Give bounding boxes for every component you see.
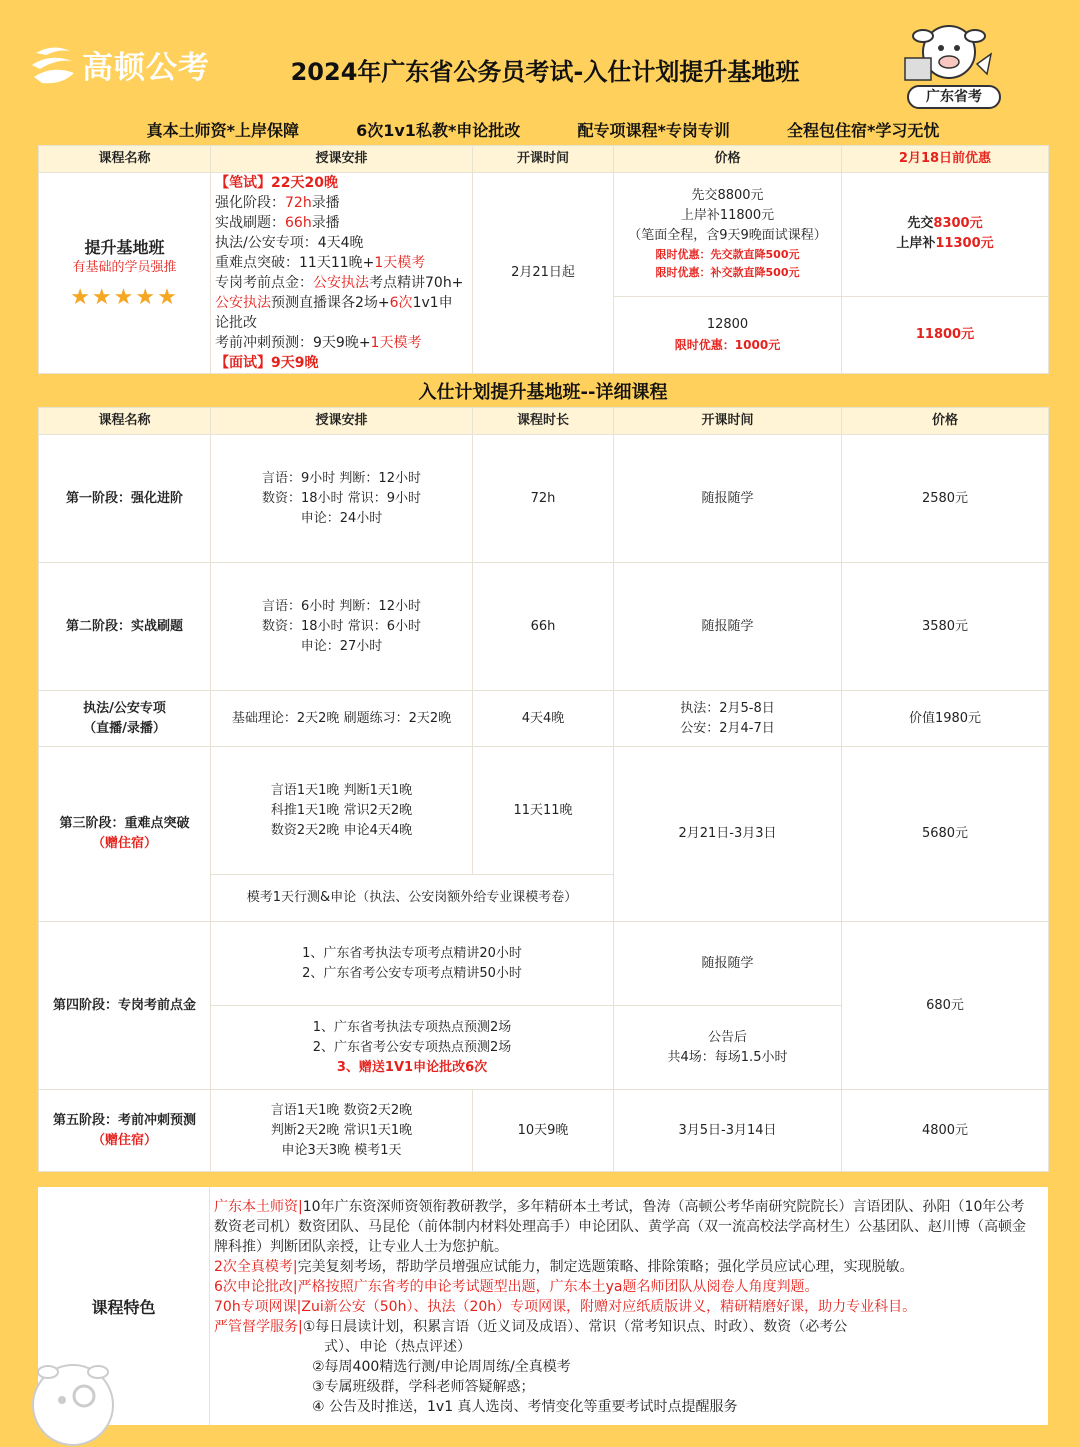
col-header: 价格 [614, 146, 842, 173]
stage-price: 2580元 [842, 435, 1049, 563]
features-label [38, 1187, 210, 1425]
feature-subitem: ②每周400精选行测/申论周周练/全真模考 [312, 1359, 571, 1375]
table-header-row [39, 146, 1049, 173]
stage-name: 第五阶段：考前冲刺预测 （赠住宿） [39, 1090, 211, 1172]
tagline-item: 真本土师资*上岸保障 [146, 121, 299, 140]
summary-table [38, 145, 1049, 374]
stage-arrangement: 言语1天1晚 数资2天2晚 判断2天2晚 常识1天1晚 申论3天3晚 模考1天 [211, 1090, 473, 1172]
arrangement-line: 专岗考前点金：公安执法考点精讲70h+ [215, 275, 464, 291]
feature-item: 广东本土师资|10年广东资深师资领衔教研教学，多年精研本土考试，鲁涛（高顿公考华南研究院院长）言语团队、孙阳（10年公考数资老司机）数资团队、马昆伦（前体制内材料处理高手）申论团队、黄学高（双一流高校法学高材生）公基团队、赵川博（高顿金牌科推）判断团队亲授，让专业人士为您护航。 [214, 1199, 1026, 1255]
feature-subitem: ③专属班级群，学科老师答疑解惑； [312, 1379, 535, 1395]
tagline-item: 全程包住宿*学习无忧 [787, 121, 940, 140]
table-row [39, 435, 1049, 563]
stage-price: 680元 [842, 922, 1049, 1090]
col-header: 价格 [842, 408, 1049, 435]
course-subtitle: 有基础的学员强推 [72, 260, 177, 275]
arrangement-line: 重难点突破：11天11晚+1天模考 [215, 255, 426, 271]
stage-name: 第三阶段：重难点突破 （赠住宿） [39, 747, 211, 922]
detail-table [38, 407, 1049, 1172]
col-header: 课程时长 [473, 408, 614, 435]
table-row [39, 173, 1049, 297]
col-header-promo: 2月18日前优惠 [842, 146, 1049, 173]
start-date-cell: 2月21日起 [473, 173, 614, 374]
page-title: 2024年广东省公务员考试-入仕计划提升基地班 [290, 58, 800, 86]
stage-arrangement: 1、广东省考执法专项考点精讲20小时 2、广东省考公安专项考点精讲50小时 [211, 922, 614, 1006]
stage-duration: 72h [473, 435, 614, 563]
col-header: 授课安排 [211, 408, 473, 435]
stage-name: 第二阶段：实战刷题 [39, 563, 211, 691]
stage-arrangement: 言语：6小时 判断：12小时 数资：18小时 常识：6小时 申论：27小时 [211, 563, 473, 691]
arrangement-line: 强化阶段：72h录播 [215, 195, 340, 211]
interview-label: 【面试】9天9晚 [215, 355, 319, 371]
feature-item: 2次全真模考|完美复刻考场，帮助学员增强应试能力，制定选题策略、排除策略；强化学员应试心理，实现脱敏。 [214, 1259, 914, 1275]
col-header: 课程名称 [39, 146, 211, 173]
header [0, 0, 1080, 112]
stage-name: 第一阶段：强化进阶 [39, 435, 211, 563]
course-name: 提升基地班 [84, 238, 165, 257]
stage-duration: 4天4晚 [473, 691, 614, 747]
arrangement-line: 公安执法预测直播课各2场+6次1v1申 [215, 295, 453, 311]
col-header: 授课安排 [211, 146, 473, 173]
tagline-bar [38, 118, 1048, 141]
price-cell: 先交8800元 上岸补11800元 （笔面全程，含9天9晚面试课程） 限时优惠：先交款直降500元 限时优惠：补交款直降500元 [614, 173, 842, 297]
table-header-row [39, 408, 1049, 435]
stage-price: 4800元 [842, 1090, 1049, 1172]
feature-subitem: 式）、申论（热点评述） [324, 1339, 471, 1355]
stage-arrangement: 1、广东省考执法专项热点预测2场 2、广东省考公安专项热点预测2场 3、赠送1V1申论批改6次 [211, 1006, 614, 1090]
brand-logo [28, 42, 210, 87]
stage-price: 5680元 [842, 747, 1049, 922]
rating-stars-icon: ★★★★★ [70, 285, 179, 310]
province-badge: 广东省考 [907, 85, 1001, 109]
tagline-item: 6次1v1私教*申论批改 [356, 121, 521, 140]
stage-start: 随报随学 [614, 922, 842, 1006]
features-panel [38, 1187, 1048, 1425]
promo-price-cell: 11800元 [842, 296, 1049, 373]
stage-start: 随报随学 [614, 435, 842, 563]
course-name-cell [39, 173, 211, 374]
stage-duration: 11天11晚 [473, 747, 614, 875]
col-header: 开课时间 [473, 146, 614, 173]
feature-item: 70h专项网课|Zui新公安（50h）、执法（20h）专项网课，附赠对应纸质版讲义，精研精磨好课，助力专业科目。 [214, 1299, 917, 1315]
table-row [39, 747, 1049, 875]
table-row [39, 922, 1049, 1006]
tagline-item: 配专项课程*专岗专训 [577, 121, 730, 140]
stage-name: 第四阶段：专岗考前点金 [39, 922, 211, 1090]
table-row [39, 691, 1049, 747]
cow-mascot-icon [18, 1350, 128, 1447]
stage-name: 执法/公安专项 （直播/录播） [39, 691, 211, 747]
feature-subitem: ④ 公告及时推送，1v1 真人选岗、考情变化等重要考试时点提醒服务 [312, 1399, 738, 1415]
stage-arrangement: 言语：9小时 判断：12小时 数资：18小时 常识：9小时 申论：24小时 [211, 435, 473, 563]
stage-start: 执法：2月5-8日 公安：2月4-7日 [614, 691, 842, 747]
feature-item: 6次申论批改|严格按照广东省考的申论考试题型出题，广东本土ya题名师团队从阅卷人角度判题。 [214, 1279, 819, 1295]
written-exam-label: 【笔试】22天20晚 [215, 175, 338, 191]
mock-exam-note: 模考1天行测&申论（执法、公安岗额外给专业课模考卷） [211, 875, 614, 922]
arrangement-line: 执法/公安专项：4天4晚 [215, 235, 364, 251]
col-header: 开课时间 [614, 408, 842, 435]
stage-price: 价值1980元 [842, 691, 1049, 747]
col-header: 课程名称 [39, 408, 211, 435]
section-title: 入仕计划提升基地班--详细课程 [418, 382, 668, 403]
stage-start: 3月5日-3月14日 [614, 1090, 842, 1172]
arrangement-line: 论批改 [215, 315, 257, 331]
features-label-text: 课程特色 [91, 1297, 156, 1317]
feature-item: 严管督学服务|①每日晨读计划，积累言语（近义词及成语）、常识（常考知识点、时政）、数资（必考公 [214, 1319, 848, 1335]
promo-price-cell: 先交8300元 上岸补11300元 [842, 173, 1049, 297]
mascot [887, 14, 1002, 109]
arrangement-cell [211, 173, 473, 374]
stage-arrangement: 言语1天1晚 判断1天1晚 科推1天1晚 常识2天2晚 数资2天2晚 申论4天4晚 [211, 747, 473, 875]
table-row [39, 1090, 1049, 1172]
stage-start: 随报随学 [614, 563, 842, 691]
stage-arrangement: 基础理论：2天2晚 刷题练习：2天2晚 [211, 691, 473, 747]
arrangement-line: 实战刷题：66h录播 [215, 215, 340, 231]
stage-price: 3580元 [842, 563, 1049, 691]
brand-name: 高顿公考 [82, 50, 210, 86]
features-text [210, 1187, 1048, 1425]
table-row [39, 563, 1049, 691]
brand-logo-icon [28, 43, 78, 87]
stage-start: 2月21日-3月3日 [614, 747, 842, 922]
arrangement-line: 考前冲刺预测：9天9晚+1天模考 [215, 335, 422, 351]
stage-duration: 66h [473, 563, 614, 691]
stage-start: 公告后 共4场：每场1.5小时 [614, 1006, 842, 1090]
cow-mascot-icon [887, 14, 1002, 94]
price-cell: 12800 限时优惠：1000元 [614, 296, 842, 373]
stage-duration: 10天9晚 [473, 1090, 614, 1172]
